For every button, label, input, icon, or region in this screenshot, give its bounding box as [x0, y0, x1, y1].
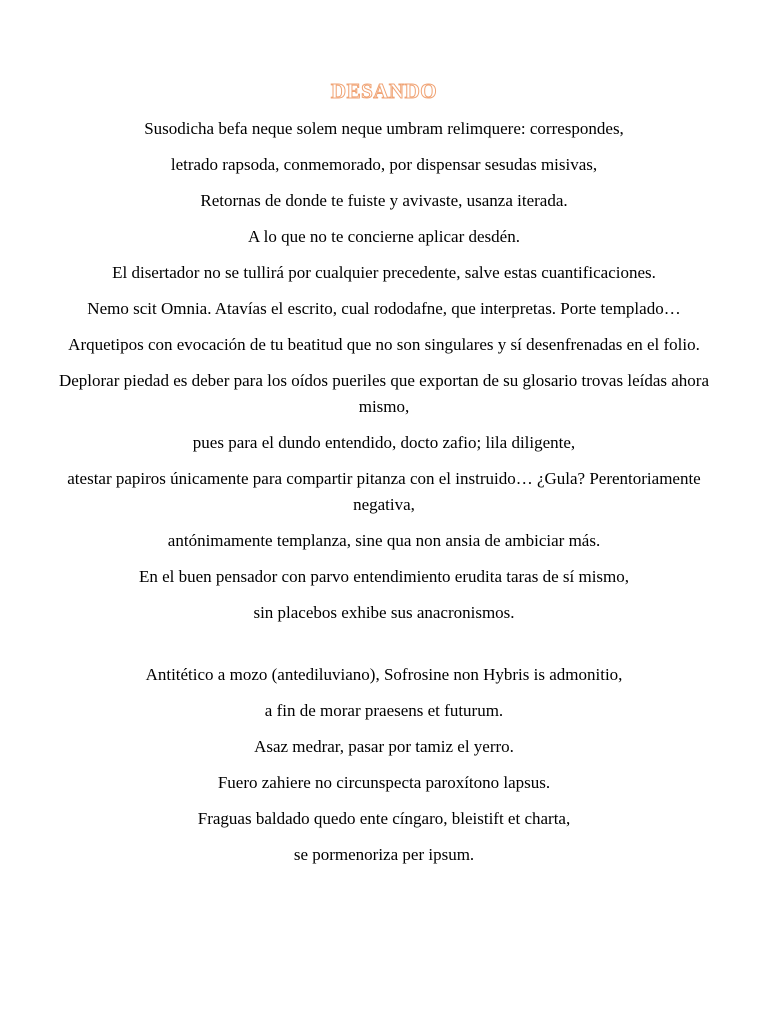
- poem-body: [40, 116, 728, 878]
- document-title: DESANDO: [330, 79, 438, 103]
- poem-line: a fin de morar praesens et futurum.: [264, 701, 504, 720]
- poem-line: Fraguas baldado quedo ente cíngaro, bleistift et charta,: [197, 809, 571, 828]
- poem-line: En el buen pensador con parvo entendimiento erudita taras de sí mismo,: [138, 567, 630, 586]
- poem-line: Susodicha befa neque solem neque umbram relimquere: correspondes,: [144, 119, 624, 138]
- poem-line: Nemo scit Omnia. Atavías el escrito, cual rododafne, que interpretas. Porte templado…: [87, 299, 681, 318]
- poem-line: Retornas de donde te fuiste y avivaste, usanza iterada.: [200, 191, 568, 210]
- poem-line: A lo que no te concierne aplicar desdén.: [248, 227, 520, 246]
- poem-line: Asaz medrar, pasar por tamiz el yerro.: [254, 737, 514, 756]
- poem-line: Antitético a mozo (antediluviano), Sofrosine non Hybris is admonitio,: [145, 665, 623, 684]
- poem-line: sin placebos exhibe sus anacronismos.: [253, 603, 515, 622]
- poem-line: antónimamente templanza, sine qua non ansia de ambiciar más.: [167, 531, 601, 550]
- poem-line: Deplorar piedad es deber para los oídos pueriles que exportan de su glosario trovas leídas ahora mismo,: [58, 371, 710, 416]
- poem-line: Fuero zahiere no circunspecta paroxítono lapsus.: [217, 773, 551, 792]
- poem-line: Arquetipos con evocación de tu beatitud que no son singulares y sí desenfrenadas en el folio.: [68, 335, 700, 354]
- poem-line: se pormenoriza per ipsum.: [293, 845, 475, 864]
- poem-line: pues para el dundo entendido, docto zafio; lila diligente,: [192, 433, 576, 452]
- poem-line: letrado rapsoda, conmemorado, por dispensar sesudas misivas,: [170, 155, 598, 174]
- poem-line: El disertador no se tullirá por cualquier precedente, salve estas cuantificaciones.: [112, 263, 656, 282]
- poem-line: atestar papiros únicamente para compartir pitanza con el instruido… ¿Gula? Perentoriamente negativa,: [67, 469, 701, 514]
